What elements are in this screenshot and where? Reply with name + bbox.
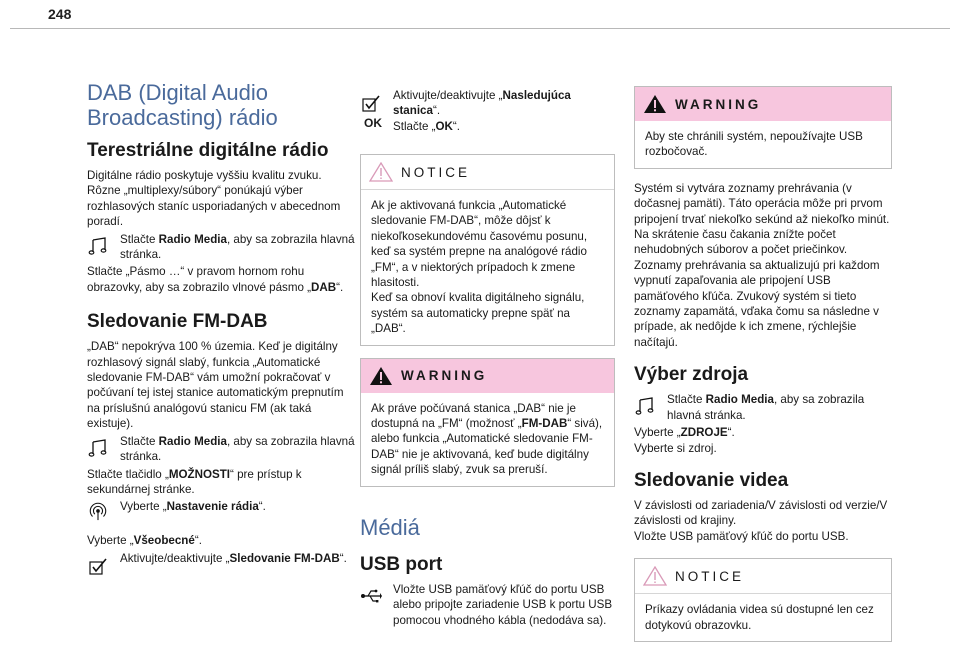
notice-box-video xyxy=(634,558,892,642)
notice-body: Príkazy ovládania videa sú dostupné len cez dotykovú obrazovku. xyxy=(645,603,874,632)
warning-label: WARNING xyxy=(401,368,488,384)
heading-source: Výber zdroja xyxy=(634,364,749,386)
step-radio-media-2: Stlačte Radio Media, aby sa zobrazila hlavná stránka. xyxy=(87,434,355,465)
column-3 xyxy=(634,86,892,654)
page-number: 248 xyxy=(48,6,72,22)
paragraph-video-2: Vložte USB pamäťový kľúč do portu USB. xyxy=(634,529,849,543)
paragraph-playlist-2: Na skrátenie času čakania znížte počet nehudobných súborov a počet priečinkov. xyxy=(634,228,848,257)
step-radio-media-3: Stlačte Radio Media, aby sa zobrazila hlavná stránka. xyxy=(634,392,892,423)
warning-body: Ak práve počúvaná stanica „DAB“ nie je dostupná na „FM“ (možnosť „FM-DAB“ sivá), alebo funkcia „Automatické sledovanie FM-DAB“ nie je aktivovaná, keď bude digitálny signál príliš slabý, zvuk sa preruší. xyxy=(371,401,603,477)
ok-label: OK xyxy=(364,116,382,130)
warning-box-usb xyxy=(634,86,892,169)
warning-icon xyxy=(643,94,667,114)
notice-box-fm-dab xyxy=(360,154,615,346)
broadcast-icon xyxy=(87,501,109,521)
section-title-dab: DAB (Digital Audio Broadcasting) rádio xyxy=(87,80,278,130)
usb-icon xyxy=(360,586,382,606)
section-title-media: Médiá xyxy=(360,514,420,540)
warning-header xyxy=(635,87,891,121)
warning-icon xyxy=(369,366,393,386)
checkbox-icon xyxy=(360,94,382,114)
paragraph-fm-dab: „DAB“ nepokrýva 100 % územia. Keď je digitálny rozhlasový signál slabý, funkcia „Automatické sledovanie FM-DAB“ vám umožní pokračovať v počúvaní tej istej stanice automatickým prepnutím na príslušnú analógovú stanicu FM (ak taká existuje). xyxy=(87,340,344,431)
top-rule xyxy=(10,28,950,29)
heading-fm-dab: Sledovanie FM-DAB xyxy=(87,311,268,333)
notice-body: Ak je aktivovaná funkcia „Automatické sledovanie FM-DAB“, môže dôjsť k niekoľkosekundovému časovému posunu, keď sa systém prepne na analógové rádio „FM“, a v niektorých prípadoch k zmene hlasitosti. Keď sa obnoví kvalita digitálneho signálu, systém sa automaticky prepne späť na „DAB“. xyxy=(371,199,588,336)
notice-icon xyxy=(643,566,667,586)
heading-terrestrial: Terestriálne digitálne rádio xyxy=(87,140,329,161)
heading-usb-port: USB port xyxy=(360,553,443,575)
notice-icon xyxy=(369,162,393,182)
paragraph-band: Stlačte „Pásmo …“ v pravom hornom rohu obrazovky, aby sa zobrazilo vlnové pásmo „DAB“. xyxy=(87,265,344,294)
warning-box-fm-dab xyxy=(360,358,615,487)
step-next-station: OK Aktivujte/deaktivujte „Nasledujúca stanica“. Stlačte „OK“. xyxy=(360,88,615,138)
music-note-icon xyxy=(87,438,109,458)
heading-video: Sledovanie videa xyxy=(634,469,789,491)
notice-label: NOTICE xyxy=(401,164,471,180)
paragraph-video-1: V závislosti od zariadenia/V závislosti od verzie/V závislosti od krajiny. xyxy=(634,498,888,528)
notice-header xyxy=(635,559,891,594)
step-usb-insert: Vložte USB pamäťový kľúč do portu USB alebo pripojte zariadenie USB k portu USB pomocou vhodného kábla (nedodáva sa). xyxy=(360,582,615,628)
warning-body: Aby ste chránili systém, nepoužívajte USB rozbočovač. xyxy=(645,130,863,159)
paragraph-playlist-1: Systém si vytvára zoznamy prehrávania (v dočasnej pamäti). Táto operácia môže pri prvom pripojení trvať niekoľko sekúnd až niekoľko minút. xyxy=(634,181,890,226)
warning-header xyxy=(361,359,614,393)
paragraph-select-source: Vyberte si zdroj. xyxy=(634,441,717,455)
step-fm-dab-toggle: Aktivujte/deaktivujte „Sledovanie FM-DAB“. xyxy=(87,551,355,566)
music-note-icon xyxy=(87,236,109,256)
column-1 xyxy=(87,80,355,568)
paragraph-playlist-3: Zoznamy prehrávania sa aktualizujú pri každom vypnutí zapaľovania ale pripojení USB pamäťového kľúča. Zvukový systém si tieto zoznamy zapamätá, vďaka čomu sa následne v prípade, ak nedôjde k ich zmene, rýchlejšie načítajú. xyxy=(634,258,880,349)
checkbox-icon xyxy=(87,557,109,577)
notice-header xyxy=(361,155,614,190)
music-note-icon xyxy=(634,396,656,416)
paragraph-select-sources: Vyberte „ZDROJE“. xyxy=(634,426,735,440)
notice-label: NOTICE xyxy=(675,568,745,584)
warning-label: WARNING xyxy=(675,96,762,112)
step-radio-settings: Vyberte „Nastavenie rádia“. xyxy=(87,499,355,525)
paragraph-options: Stlačte tlačidlo „MOŽNOSTI“ pre prístup k sekundárnej stránke. xyxy=(87,467,302,496)
paragraph-terrestrial: Digitálne rádio poskytuje vyššiu kvalitu zvuku. Rôzne „multiplexy/súbory“ ponúkajú výber rozhlasových staníc usporiadaných v abecednom poradí. xyxy=(87,169,341,229)
paragraph-general: Vyberte „Všeobecné“. xyxy=(87,534,202,548)
column-2 xyxy=(360,86,615,630)
step-radio-media: Stlačte Radio Media, aby sa zobrazila hlavná stránka. xyxy=(87,232,355,263)
